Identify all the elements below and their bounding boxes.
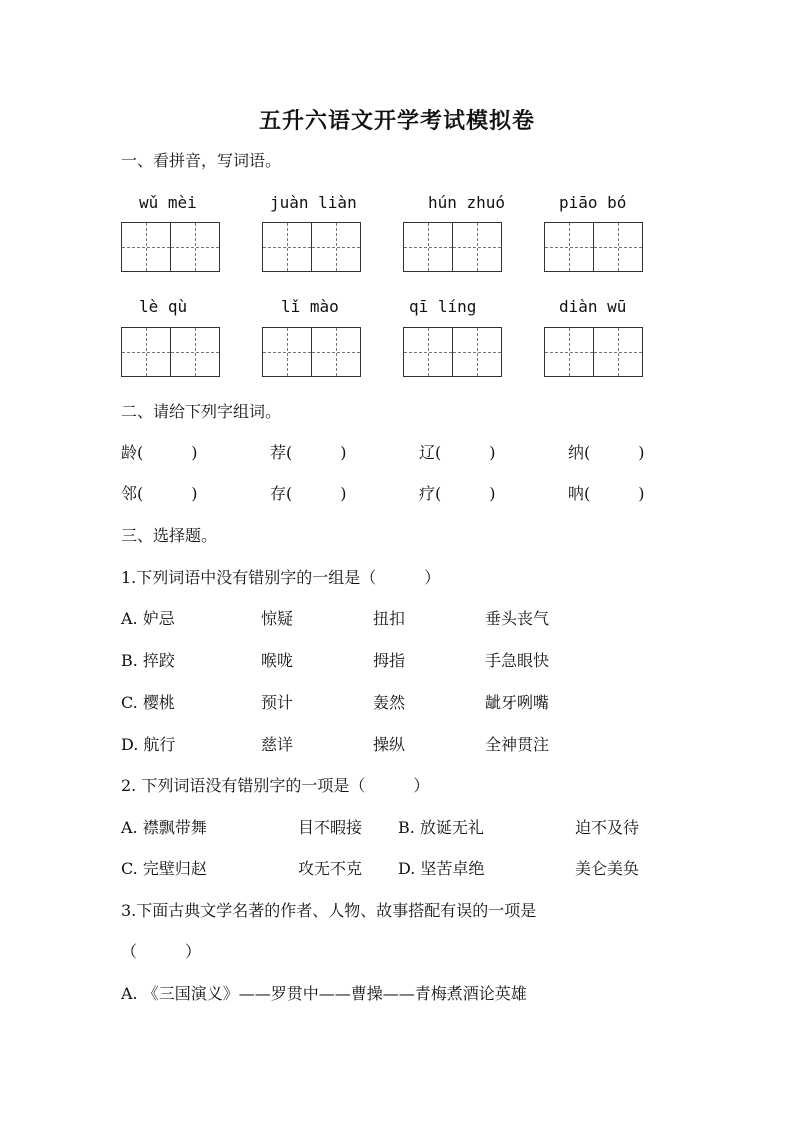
grid-cell[interactable] bbox=[544, 327, 594, 377]
writing-grid[interactable] bbox=[121, 222, 220, 272]
grid-cell[interactable] bbox=[403, 222, 453, 272]
pinyin-label: hún zhuó bbox=[428, 193, 506, 212]
question-stem: 3.下面古典文学名著的作者、人物、故事搭配有误的一项是 bbox=[121, 901, 537, 920]
option-word[interactable]: A. 妒忌 bbox=[121, 609, 175, 628]
option-word: 扭扣 bbox=[373, 609, 406, 628]
writing-grid[interactable] bbox=[403, 222, 502, 272]
question-stem: 2. 下列词语没有错别字的一项是（ ） bbox=[121, 776, 430, 795]
pinyin-label: diàn wū bbox=[559, 297, 627, 316]
option-word[interactable]: A. 《三国演义》——罗贯中——曹操——青梅煮酒论英雄 bbox=[121, 984, 527, 1003]
option-word[interactable]: C. 樱桃 bbox=[121, 693, 175, 712]
grid-cell[interactable] bbox=[311, 327, 361, 377]
section3-heading: 三、选择题。 bbox=[121, 526, 218, 545]
word-blank[interactable]: 存( ) bbox=[270, 484, 347, 503]
grid-cell[interactable] bbox=[170, 327, 220, 377]
option-word[interactable]: C. 完壁归赵 bbox=[121, 859, 207, 878]
word-blank[interactable]: 邻( ) bbox=[121, 484, 198, 503]
answer-paren[interactable]: （ ） bbox=[121, 942, 202, 961]
writing-grid[interactable] bbox=[121, 327, 220, 377]
option-word: 轰然 bbox=[373, 693, 406, 712]
writing-grid[interactable] bbox=[262, 222, 361, 272]
option-word: 手急眼快 bbox=[485, 651, 550, 670]
pinyin-label: piāo bó bbox=[559, 193, 627, 212]
writing-grid[interactable] bbox=[403, 327, 502, 377]
option-word: 迫不及待 bbox=[575, 818, 640, 837]
option-word: 喉咙 bbox=[261, 651, 294, 670]
section1-heading: 一、看拼音，写词语。 bbox=[121, 151, 282, 170]
option-word: 美仑美奂 bbox=[575, 859, 640, 878]
pinyin-label: qī líng bbox=[409, 297, 477, 316]
grid-cell[interactable] bbox=[452, 327, 502, 377]
grid-cell[interactable] bbox=[121, 222, 171, 272]
grid-cell[interactable] bbox=[452, 222, 502, 272]
option-word: 全神贯注 bbox=[485, 735, 550, 754]
option-word[interactable]: A. 襟飘带舞 bbox=[121, 818, 207, 837]
grid-cell[interactable] bbox=[544, 222, 594, 272]
pinyin-label: wǔ mèi bbox=[139, 193, 197, 212]
page-title: 五升六语文开学考试模拟卷 bbox=[258, 108, 535, 134]
writing-grid[interactable] bbox=[544, 222, 643, 272]
option-word: 龇牙咧嘴 bbox=[485, 693, 550, 712]
word-blank[interactable]: 荐( ) bbox=[270, 443, 347, 462]
word-blank[interactable]: 纳( ) bbox=[568, 443, 645, 462]
word-blank[interactable]: 龄( ) bbox=[121, 443, 198, 462]
grid-cell[interactable] bbox=[262, 222, 312, 272]
grid-cell[interactable] bbox=[121, 327, 171, 377]
pinyin-label: lè qù bbox=[139, 297, 188, 316]
option-word[interactable]: D. 坚苦卓绝 bbox=[398, 859, 485, 878]
option-word[interactable]: B. 捽跤 bbox=[121, 651, 175, 670]
question-stem: 1.下列词语中没有错别字的一组是（ ） bbox=[121, 568, 441, 587]
grid-cell[interactable] bbox=[170, 222, 220, 272]
option-word[interactable]: B. 放诞无礼 bbox=[398, 818, 484, 837]
word-blank[interactable]: 呐( ) bbox=[568, 484, 645, 503]
option-word[interactable]: D. 航行 bbox=[121, 735, 176, 754]
option-word: 慈详 bbox=[261, 735, 294, 754]
grid-cell[interactable] bbox=[593, 222, 643, 272]
option-word: 预计 bbox=[261, 693, 294, 712]
grid-cell[interactable] bbox=[593, 327, 643, 377]
section2-heading: 二、请给下列字组词。 bbox=[121, 402, 282, 421]
word-blank[interactable]: 疗( ) bbox=[419, 484, 496, 503]
writing-grid[interactable] bbox=[544, 327, 643, 377]
option-word: 惊疑 bbox=[261, 609, 294, 628]
option-word: 目不暇接 bbox=[298, 818, 363, 837]
pinyin-label: lǐ mào bbox=[281, 297, 339, 316]
option-word: 垂头丧气 bbox=[485, 609, 550, 628]
option-word: 拇指 bbox=[373, 651, 406, 670]
grid-cell[interactable] bbox=[403, 327, 453, 377]
word-blank[interactable]: 辽( ) bbox=[419, 443, 496, 462]
writing-grid[interactable] bbox=[262, 327, 361, 377]
grid-cell[interactable] bbox=[262, 327, 312, 377]
grid-cell[interactable] bbox=[311, 222, 361, 272]
option-word: 攻无不克 bbox=[298, 859, 363, 878]
pinyin-label: juàn liàn bbox=[270, 193, 357, 212]
option-word: 操纵 bbox=[373, 735, 406, 754]
